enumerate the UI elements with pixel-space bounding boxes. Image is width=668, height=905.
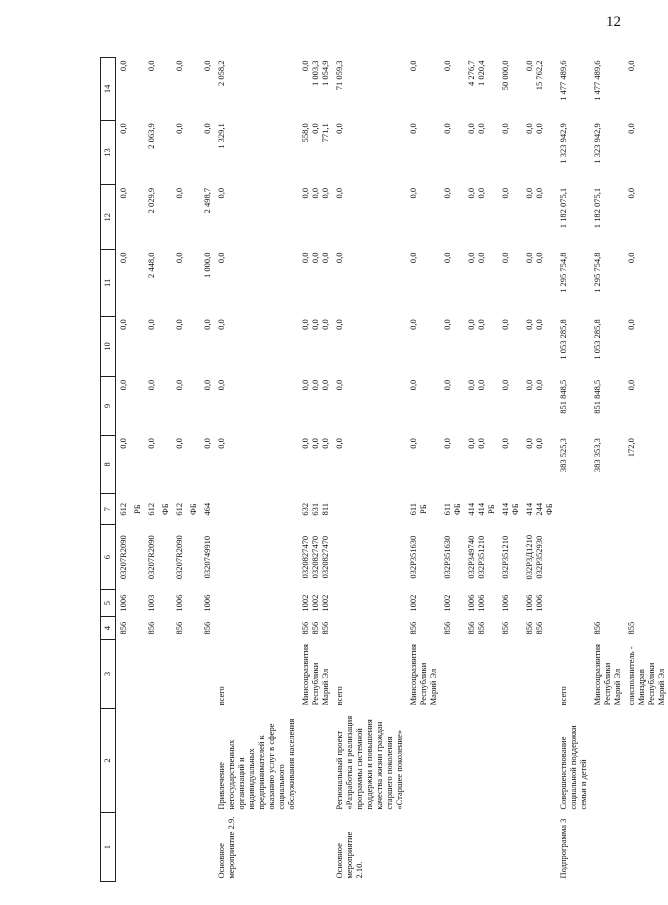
cell-col-11: 0,0	[216, 252, 226, 264]
cell-col-11: 0,0 0,0	[466, 252, 486, 264]
cell-col-6	[590, 525, 624, 590]
cell-col-14: 1 477 489,6	[592, 60, 602, 101]
cell-col-14	[186, 58, 200, 121]
table-row	[498, 58, 522, 882]
cell-col-7: 612	[146, 502, 156, 516]
cell-col-14: 0,0	[408, 60, 418, 72]
cell-col-8: 0,0	[334, 438, 344, 449]
cell-col-1: Основное мероприятие 2.9.	[216, 816, 236, 879]
cell-col-7: ФБ	[188, 503, 198, 516]
cell-col-9	[158, 377, 172, 435]
cell-col-1	[624, 813, 668, 882]
cell-col-8: 0,0 0,0	[466, 438, 486, 449]
cell-col-6: 0320827470 0320827470 0320827470	[300, 535, 330, 579]
cell-col-12: 0,0	[500, 187, 510, 199]
cell-col-13: 0,0 0,0	[524, 123, 544, 134]
cell-col-9: 0,0 0,0 0,0	[300, 379, 330, 391]
cell-col-8: 0,0 0,0	[524, 438, 544, 449]
cell-col-2: Совершенствование социальной поддержки семьи и детей	[558, 725, 588, 810]
cell-col-10: 1 053 285,8	[592, 319, 602, 360]
cell-col-12: 0,0	[118, 187, 128, 199]
cell-col-5	[624, 590, 668, 617]
cell-col-1	[144, 813, 158, 882]
cell-col-4: 856	[592, 621, 602, 635]
cell-col-8: 383 353,3	[592, 438, 602, 473]
cell-col-14: 0,0	[202, 60, 212, 72]
cell-col-8: 0,0	[174, 438, 184, 449]
cell-col-1	[498, 813, 522, 882]
cell-col-7: ФБ	[160, 503, 170, 516]
cell-col-11	[158, 250, 172, 317]
cell-col-6: 03207R2090	[174, 535, 184, 580]
cell-col-12: 1 182 075,1	[592, 187, 602, 229]
cell-col-2	[440, 708, 464, 812]
cell-col-5	[158, 590, 172, 617]
cell-col-14: 0,0	[442, 60, 452, 72]
cell-col-9: 0,0	[174, 379, 184, 391]
cell-col-3: всего	[558, 686, 568, 706]
cell-col-11: 1 295 754,8	[592, 252, 602, 293]
cell-col-13: 558,0 0,0 771,1	[300, 123, 330, 143]
cell-col-10: 0,0 0,0	[466, 319, 486, 330]
cell-col-12	[158, 185, 172, 250]
table-row	[158, 58, 172, 882]
cell-col-10: 0,0	[500, 319, 510, 330]
cell-col-2	[186, 708, 200, 812]
column-header-5: 5	[101, 590, 116, 617]
cell-col-14: 4 276,7 1 020,4	[466, 60, 486, 86]
cell-col-11: 1 000,0	[202, 252, 212, 279]
column-header-14: 14	[101, 58, 116, 121]
cell-col-3: соисполнитель - Минздрав Республики Марий Эл	[626, 646, 666, 706]
cell-col-2	[590, 708, 624, 812]
cell-col-14	[158, 58, 172, 121]
cell-col-1	[464, 813, 498, 882]
cell-col-9	[186, 377, 200, 435]
cell-col-6: 032P351630	[442, 535, 452, 579]
cell-col-9: 0,0	[626, 379, 636, 391]
cell-col-5: 1002 1002 1002	[300, 594, 330, 612]
cell-col-11	[186, 250, 200, 317]
cell-col-14: 0,0 1 003,3 1 054,9	[300, 60, 330, 86]
cell-col-8	[130, 435, 144, 493]
column-header-9: 9	[101, 377, 116, 435]
cell-col-9: 0,0	[334, 379, 344, 391]
cell-col-4	[214, 617, 298, 640]
cell-col-4: 856 856 856	[300, 621, 330, 635]
cell-col-14: 0,0	[626, 60, 636, 72]
cell-col-12: 0,0	[174, 187, 184, 199]
cell-col-14: 0,0	[146, 60, 156, 72]
cell-col-4: 856	[408, 621, 418, 635]
cell-col-14: 1 477 489,6	[558, 60, 568, 101]
cell-col-1	[522, 813, 556, 882]
cell-col-7	[332, 494, 406, 525]
cell-col-1	[590, 813, 624, 882]
cell-col-1	[200, 813, 214, 882]
cell-col-10: 1 053 285,8	[558, 319, 568, 360]
cell-col-9: 0,0 0,0	[466, 379, 486, 391]
cell-col-10	[158, 316, 172, 376]
cell-col-2	[624, 708, 668, 812]
table-row	[590, 58, 624, 882]
rotated-table-wrapper	[100, 57, 666, 882]
cell-col-11: 0,0 0,0 0,0	[300, 252, 330, 264]
cell-col-5: 1002	[408, 594, 418, 612]
cell-col-3	[172, 640, 186, 709]
cell-col-5: 1002	[442, 594, 452, 612]
cell-col-7	[214, 494, 298, 525]
cell-col-6: 032P3Д1210 032P352930	[524, 534, 544, 580]
cell-col-5	[214, 590, 298, 617]
cell-col-8: 0,0	[442, 438, 452, 449]
cell-col-2	[200, 708, 214, 812]
cell-col-13	[158, 120, 172, 185]
table-row	[214, 58, 298, 882]
cell-col-14	[130, 58, 144, 121]
cell-col-3	[498, 640, 522, 709]
cell-col-6	[624, 525, 668, 590]
cell-col-6: 032P349740 032P351210	[466, 535, 486, 579]
cell-col-10	[130, 316, 144, 376]
cell-col-12: 0,0 0,0 0,0	[300, 187, 330, 199]
cell-col-4: 856 856	[466, 621, 486, 635]
cell-col-13: 0,0	[174, 123, 184, 134]
cell-col-13: 2 063,9	[146, 123, 156, 149]
cell-col-7	[624, 494, 668, 525]
column-header-8: 8	[101, 435, 116, 493]
cell-col-2	[406, 708, 440, 812]
budget-table	[100, 57, 668, 882]
cell-col-11	[130, 250, 144, 317]
cell-col-6	[130, 525, 144, 590]
cell-col-7: 612	[174, 502, 184, 516]
cell-col-3	[200, 640, 214, 709]
cell-col-3	[130, 640, 144, 709]
cell-col-6	[186, 525, 200, 590]
cell-col-3	[522, 640, 556, 709]
cell-col-3	[464, 640, 498, 709]
cell-col-4	[332, 617, 406, 640]
cell-col-13: 0,0	[626, 123, 636, 134]
cell-col-8: 0,0	[202, 438, 212, 449]
cell-col-9: 0,0	[216, 379, 226, 391]
table-row	[406, 58, 440, 882]
cell-col-2	[464, 708, 498, 812]
cell-col-9: 0,0	[408, 379, 418, 391]
column-header-13: 13	[101, 120, 116, 185]
table-row	[200, 58, 214, 882]
cell-col-10: 0,0	[442, 319, 452, 330]
cell-col-13: 0,0	[408, 123, 418, 134]
cell-col-7: 611 ФБ	[442, 502, 462, 516]
table-row	[172, 58, 186, 882]
column-header-4: 4	[101, 617, 116, 640]
cell-col-6	[158, 525, 172, 590]
cell-col-5: 1003	[146, 594, 156, 612]
cell-col-12: 2 029,9	[146, 187, 156, 214]
column-header-6: 6	[101, 525, 116, 590]
cell-col-11: 0,0	[500, 252, 510, 264]
table-row	[464, 58, 498, 882]
cell-col-4	[158, 617, 172, 640]
cell-col-1	[172, 813, 186, 882]
cell-col-9	[130, 377, 144, 435]
cell-col-10: 0,0	[202, 319, 212, 330]
cell-col-9: 0,0	[146, 379, 156, 391]
cell-col-10: 0,0 0,0	[524, 319, 544, 330]
cell-col-3	[186, 640, 200, 709]
cell-col-2: Региональный проект «Разработка и реализация программы системной поддержки и повышения качества жизни граждан старшего поколения «Старшее поколение»	[334, 715, 404, 810]
cell-col-8: 0,0 0,0 0,0	[300, 438, 330, 449]
cell-col-13: 1 323 942,9	[558, 123, 568, 164]
column-header-3: 3	[101, 640, 116, 709]
cell-col-4: 856	[146, 621, 156, 635]
table-row	[144, 58, 158, 882]
cell-col-8: 0,0	[146, 438, 156, 449]
cell-col-9: 0,0	[500, 379, 510, 391]
table-row	[556, 58, 590, 882]
cell-col-3: Минсоцразвития Республики Марий Эл	[592, 644, 622, 706]
cell-col-5: 1006 1006	[524, 594, 544, 612]
cell-col-4: 856	[118, 621, 128, 635]
cell-col-13: 0,0 0,0	[466, 123, 486, 134]
column-header-2: 2	[101, 708, 116, 812]
cell-col-13: 0,0	[500, 123, 510, 134]
cell-col-12: 1 182 075,1	[558, 187, 568, 229]
cell-col-9: 851 848,5	[558, 379, 568, 414]
table-row	[186, 58, 200, 882]
cell-col-12: 0,0	[408, 187, 418, 199]
table-body	[116, 58, 668, 882]
cell-col-4	[130, 617, 144, 640]
column-header-7: 7	[101, 494, 116, 525]
cell-col-5	[556, 590, 590, 617]
cell-col-12: 2 498,7	[202, 187, 212, 214]
table-row	[440, 58, 464, 882]
cell-col-10: 0,0 0,0 0,0	[300, 319, 330, 330]
cell-col-13: 1 329,1	[216, 123, 226, 149]
cell-col-1	[406, 813, 440, 882]
cell-col-6: 032P351630	[408, 535, 418, 579]
cell-col-5: 1006	[500, 594, 510, 612]
cell-col-5	[186, 590, 200, 617]
cell-col-1	[158, 813, 172, 882]
cell-col-3: Минсоцразвития Республики Марий Эл	[408, 644, 438, 706]
cell-col-2: Привлечение негосударственных организаций и индивидуальных предпринимателей к оказанию услуг в сфере социального обслуживания населения	[216, 718, 296, 810]
cell-col-11: 0,0 0,0	[524, 252, 544, 264]
cell-col-12	[186, 185, 200, 250]
cell-col-12: 0,0	[334, 187, 344, 199]
cell-col-2	[144, 708, 158, 812]
cell-col-8	[186, 435, 200, 493]
cell-col-13: 0,0	[442, 123, 452, 134]
cell-col-7	[590, 494, 624, 525]
cell-col-11: 0,0	[174, 252, 184, 264]
cell-col-11: 0,0	[442, 252, 452, 264]
cell-col-2	[522, 708, 556, 812]
cell-col-2	[116, 708, 131, 812]
cell-col-7: 611 РБ	[408, 502, 428, 516]
cell-col-3	[144, 640, 158, 709]
cell-col-11: 0,0	[118, 252, 128, 264]
cell-col-3: всего	[334, 686, 344, 706]
cell-col-10: 0,0	[216, 319, 226, 330]
cell-col-14: 0,0	[174, 60, 184, 72]
cell-col-9: 0,0	[442, 379, 452, 391]
cell-col-4: 856	[174, 621, 184, 635]
column-header-10: 10	[101, 316, 116, 376]
cell-col-2	[172, 708, 186, 812]
cell-col-12: 0,0	[626, 187, 636, 199]
cell-col-1	[116, 813, 131, 882]
cell-col-4: 856 856	[524, 621, 544, 635]
cell-col-4	[556, 617, 590, 640]
cell-col-13	[130, 120, 144, 185]
table-row	[130, 58, 144, 882]
cell-col-1	[298, 813, 332, 882]
cell-col-1	[440, 813, 464, 882]
table-row	[624, 58, 668, 882]
cell-col-8: 0,0	[118, 438, 128, 449]
cell-col-1: Подпрограмма 3	[558, 818, 568, 879]
cell-col-1: Основное мероприятие 2.10.	[334, 831, 364, 879]
cell-col-13: 0,0	[334, 123, 344, 134]
cell-col-4	[186, 617, 200, 640]
cell-col-1	[186, 813, 200, 882]
cell-col-14: 0,0 15 762,2	[524, 60, 544, 91]
cell-col-10: 0,0	[626, 319, 636, 330]
cell-col-1	[130, 813, 144, 882]
column-header-12: 12	[101, 185, 116, 250]
cell-col-12: 0,0	[442, 187, 452, 199]
cell-col-8: 0,0	[500, 438, 510, 449]
cell-col-3	[440, 640, 464, 709]
cell-col-13: 1 323 942,9	[592, 123, 602, 164]
cell-col-7: РБ	[132, 504, 142, 515]
column-header-11: 11	[101, 250, 116, 317]
cell-col-9: 851 848,5	[592, 379, 602, 414]
cell-col-2	[298, 708, 332, 812]
cell-col-2	[130, 708, 144, 812]
cell-col-3: Минсоцразвития Республики Марий Эл	[300, 644, 330, 706]
cell-col-13	[186, 120, 200, 185]
cell-col-6	[214, 525, 298, 590]
cell-col-3: всего	[216, 686, 226, 706]
cell-col-14: 0,0	[118, 60, 128, 72]
cell-col-7: 414 414 РБ	[466, 502, 496, 516]
table-row	[298, 58, 332, 882]
cell-col-8: 172,0	[626, 438, 636, 458]
cell-col-6: 03207R2090	[146, 535, 156, 580]
cell-col-6	[332, 525, 406, 590]
table-row	[116, 58, 131, 882]
cell-col-4: 856	[202, 621, 212, 635]
cell-col-5	[130, 590, 144, 617]
cell-col-12: 0,0 0,0	[524, 187, 544, 199]
cell-col-5: 1006	[118, 594, 128, 612]
cell-col-11: 0,0	[408, 252, 418, 264]
cell-col-7: 612	[118, 502, 128, 516]
cell-col-7	[556, 494, 590, 525]
cell-col-11: 0,0	[334, 252, 344, 264]
cell-col-10	[186, 316, 200, 376]
cell-col-6: 032P351210	[500, 535, 510, 579]
cell-col-6: 03207R2090	[118, 535, 128, 580]
cell-col-5: 1006	[202, 594, 212, 612]
cell-col-9: 0,0	[118, 379, 128, 391]
cell-col-9: 0,0	[202, 379, 212, 391]
cell-col-11: 2 448,0	[146, 252, 156, 279]
cell-col-5: 1006 1006	[466, 594, 486, 612]
cell-col-5: 1006	[174, 594, 184, 612]
cell-col-8: 0,0	[216, 438, 226, 449]
cell-col-4: 855	[626, 621, 636, 635]
cell-col-14: 71 059,3	[334, 60, 344, 91]
cell-col-10: 0,0	[174, 319, 184, 330]
cell-col-7: 632 631 811	[300, 502, 330, 516]
cell-col-10: 0,0	[118, 319, 128, 330]
cell-col-13: 0,0	[202, 123, 212, 134]
cell-col-8	[158, 435, 172, 493]
header-row	[101, 58, 116, 882]
cell-col-10: 0,0	[146, 319, 156, 330]
cell-col-8: 0,0	[408, 438, 418, 449]
cell-col-5	[590, 590, 624, 617]
cell-col-12: 0,0	[216, 187, 226, 199]
cell-col-10: 0,0	[334, 319, 344, 330]
cell-col-2	[498, 708, 522, 812]
cell-col-2	[158, 708, 172, 812]
cell-col-11: 0,0	[626, 252, 636, 264]
column-header-1: 1	[101, 813, 116, 882]
cell-col-11: 1 295 754,8	[558, 252, 568, 293]
cell-col-3	[158, 640, 172, 709]
cell-col-12: 0,0 0,0	[466, 187, 486, 199]
cell-col-4: 856	[500, 621, 510, 635]
cell-col-6	[556, 525, 590, 590]
cell-col-8: 383 525,3	[558, 438, 568, 473]
page-number: 12	[606, 14, 621, 30]
table-row	[522, 58, 556, 882]
cell-col-7: 414 ФБ	[500, 502, 520, 516]
cell-col-10: 0,0	[408, 319, 418, 330]
table-row	[332, 58, 406, 882]
cell-col-13: 0,0	[118, 123, 128, 134]
cell-col-14: 2 058,2	[216, 60, 226, 86]
cell-col-6: 0320749910	[202, 535, 212, 579]
cell-col-4: 856	[442, 621, 452, 635]
cell-col-14: 50 000,0	[500, 60, 510, 91]
cell-col-5	[332, 590, 406, 617]
cell-col-9: 0,0 0,0	[524, 379, 544, 391]
cell-col-12	[130, 185, 144, 250]
cell-col-7: 464	[202, 502, 212, 516]
cell-col-7: 414 244 ФБ	[524, 502, 554, 516]
cell-col-3	[116, 640, 131, 709]
